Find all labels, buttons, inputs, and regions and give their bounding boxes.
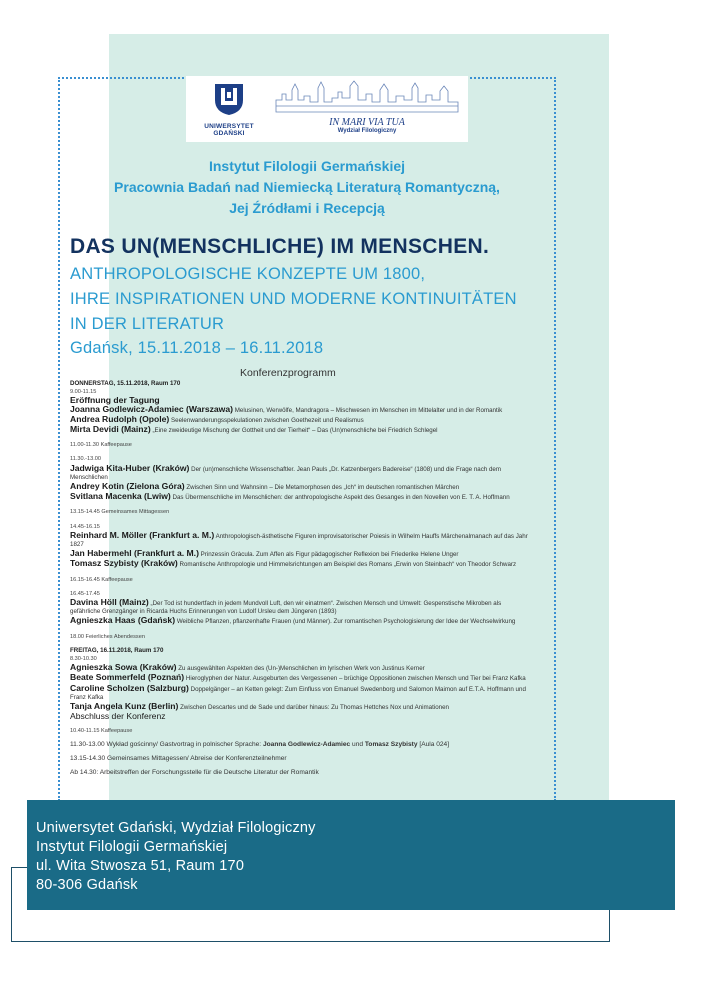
talk: Reinhard M. Möller (Frankfurt a. M.) Anthropologisch-ästhetische Figuren improvisatorischer Poiesis in Wilhelm Hauffs Märchenalmanach auf das Jahr (70, 529, 528, 540)
talk: Mirta Devidi (Mainz) „Eine zweideutige Mischung der Gottheit und der Tierheit“ – Das (Un)menschliche bei Friedrich Schlegel (70, 424, 438, 435)
footer-line-4: 80-306 Gdańsk (36, 877, 138, 893)
program-heading: Konferenzprogramm (240, 367, 336, 379)
talk-continuation: 1827 (70, 541, 84, 549)
footer-line-1: Uniwersytet Gdański, Wydział Filologiczny (36, 820, 316, 836)
talk: Jan Habermehl (Frankfurt a. M.) Prinzessin Gràcula. Zum Affen als Figur pädagogischer Reflexion bei Friederike Helene Unger (70, 548, 459, 559)
conference-place-date: Gdańsk, 15.11.2018 – 16.11.2018 (70, 339, 324, 357)
institute-department: Pracownia Badań nad Niemiecką Literaturą Romantyczną, (114, 179, 500, 195)
city-skyline-icon (274, 80, 460, 114)
opening: Eröffnung der Tagung (70, 395, 160, 406)
footer-line-2: Instytut Filologii Germańskiej (36, 839, 228, 855)
time-slot: 11.30.-13.00 (70, 456, 101, 463)
time-slot: 16.45-17.45 (70, 590, 100, 597)
footer (27, 800, 675, 910)
talk: Beate Sommerfeld (Poznań) Hieroglyphen der Natur. Ausgeburten des Vergessenen – brüchige Oppositionen zwischen Mensch und Tier bei Franz Kafka (70, 672, 526, 683)
faculty-logo (274, 80, 460, 138)
talk: Svitlana Macenka (Lwiw) Das Übermenschliche im Menschlichen: der anthropologische Aspekt des Gesanges in den Novellen von E. T. A. Hoffmann (70, 491, 510, 502)
talk: Andrey Kotin (Zielona Góra) Zwischen Sinn und Wahnsinn – Die Metamorphosen des „Ich“ im deutschen romantischen Märchen (70, 481, 460, 492)
university-shield-icon (211, 82, 247, 116)
time-slot: 8.30-10.30 (70, 656, 97, 663)
faculty-motto: IN MARI VIA TUA (329, 117, 405, 128)
faculty-logo-text: Wydział Filologiczny (337, 128, 397, 134)
break: 13.15-14.45 Gemeinsames Mittagessen (70, 509, 170, 516)
university-logo-text: UNIWERSYTET GDAŃSKI (204, 123, 254, 137)
closing: Abschluss der Konferenz (70, 711, 166, 722)
institute-department-2: Jej Źródłami i Recepcją (229, 200, 385, 216)
day-1-heading: DONNERSTAG, 15.11.2018, Raum 170 (70, 380, 181, 387)
working-meeting: Ab 14.30: Arbeitstreffen der Forschungsstelle für die Deutsche Literatur der Romantik (70, 769, 319, 777)
time-slot: 14.45-16.15 (70, 523, 100, 530)
talk: Tanja Angela Kunz (Berlin) Zwischen Descartes und de Sade und darüber hinaus: Zu Thomas Hettches Nox und Animationen (70, 701, 449, 712)
talk: Jadwiga Kita-Huber (Kraków) Der (un)menschliche Wissenschaftler. Jean Pauls „Dr. Katzenbergers Badereise“ (1808) und die Frage nach dem (70, 462, 501, 473)
day-2-heading: FREITAG, 16.11.2018, Raum 170 (70, 646, 164, 654)
program (70, 380, 550, 777)
break: 11.00-11.30 Kaffeepause (70, 442, 132, 449)
conference-subtitle-2: IHRE INSPIRATIONEN UND MODERNE KONTINUITÄTEN (70, 290, 517, 308)
talk-continuation: Franz Kafka (70, 693, 104, 701)
talk: Joanna Godlewicz-Adamiec (Warszawa) Melusinen, Werwölfe, Mandragora – Mischwesen im Menschen im Mittelalter und in der Romantik (70, 403, 503, 414)
conference-title: DAS UN(MENSCHLICHE) IM MENSCHEN. (70, 235, 490, 258)
talk-continuation: gefährliche Grenzgänger in Ricarda Huchs Erinnerungen von Ludolf Ursleu dem Jüngeren (1893) (70, 608, 337, 616)
talk: Davina Höll (Mainz) „Der Tod ist hundertfach in jedem Mundvoll Luft, den wir einatmen“. Zwischen Mensch und Umwelt: Gespenstische Mikroben als (70, 597, 502, 608)
university-logo (196, 82, 262, 138)
break: 16.15-16.45 Kaffeepause (70, 576, 133, 583)
talk: Agnieszka Sowa (Kraków) Zu ausgewählten Aspekten des (Un-)Menschlichen im lyrischen Werk von Justinus Kerner (70, 662, 425, 673)
dinner: 18.00 Feierliches Abendessen (70, 633, 145, 640)
talk: Tomasz Szybisty (Kraków) Romantische Anthropologie und Himmelsrichtungen am Beispiel des Romans „Erwin von Steinbach“ von Theodor Schwarz (70, 558, 517, 569)
guest-lecture: 11.30-13.00 Wykład gościnny/ Gastvortrag in polnischer Sprache: Joanna Godlewicz-Adamiec und Tomasz Szybisty [Aula 024] (70, 740, 450, 748)
talk-continuation: Menschlichen (70, 473, 108, 481)
talk: Agnieszka Haas (Gdańsk) Weibliche Pflanzen, pflanzenhafte Frauen (und Männer). Zur romantischen Psychologisierung der Idee der Wechselwirkung (70, 615, 516, 626)
time-slot: 9.00-11.15 (70, 389, 97, 396)
lunch-departure: 13.15-14.30 Gemeinsames Mittagessen/ Abreise der Konferenzteilnehmer (70, 754, 287, 762)
talk: Caroline Scholzen (Salzburg) Doppelgänger – an Ketten gelegt: Zum Einfluss von Emanuel Swedenborg und Salomon Maimon auf E.T.A. Hoffmann und (70, 682, 526, 693)
conference-subtitle-3: IN DER LITERATUR (70, 315, 225, 333)
conference-subtitle-1: ANTHROPOLOGISCHE KONZEPTE UM 1800, (70, 265, 426, 283)
institute-name: Instytut Filologii Germańskiej (208, 158, 406, 174)
talk: Andrea Rudolph (Opole) Seelenwanderungsspekulationen zwischen Goethezeit und Realismus (70, 413, 364, 424)
break: 10.40-11.15 Kaffeepause (70, 727, 133, 734)
logo-banner (186, 76, 468, 142)
footer-line-3: ul. Wita Stwosza 51, Raum 170 (36, 858, 245, 874)
